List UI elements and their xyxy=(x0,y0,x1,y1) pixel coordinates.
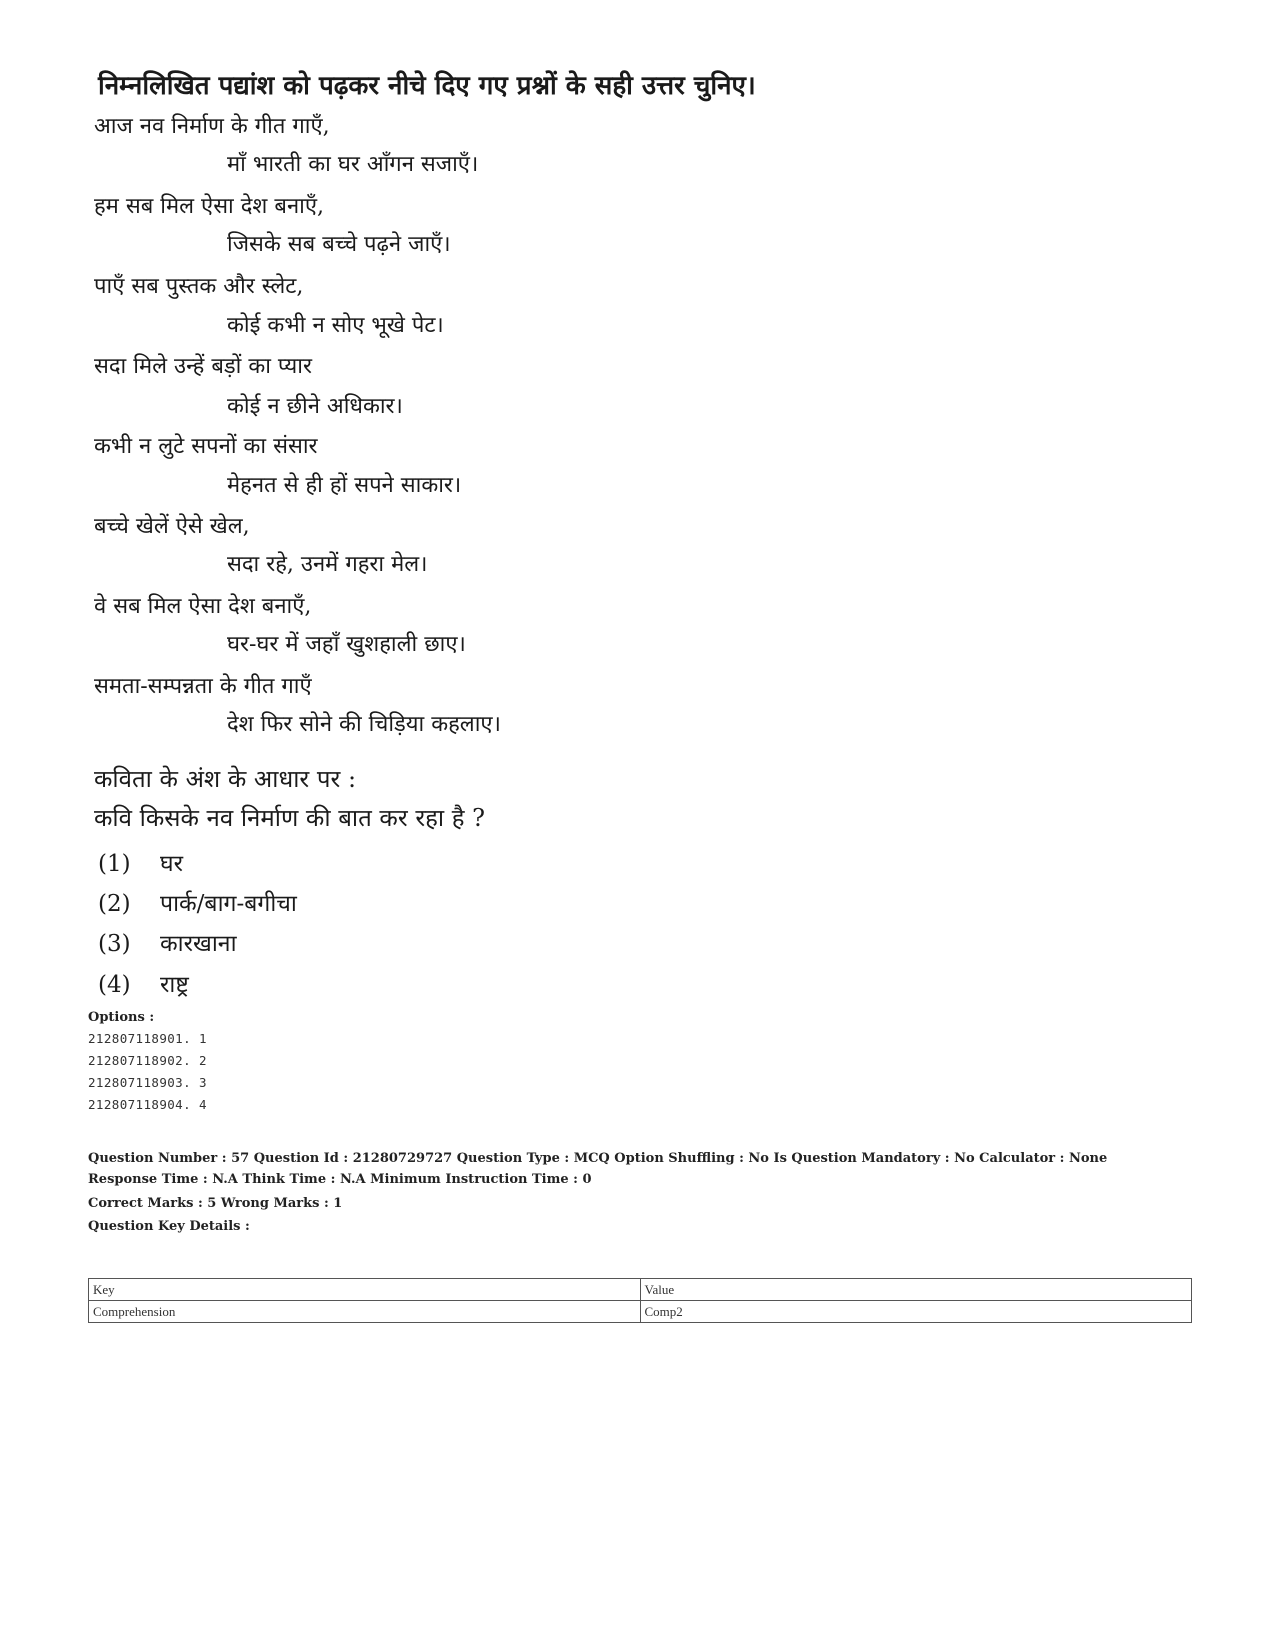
key-details-label: Question Key Details : xyxy=(88,1219,250,1234)
poem-line: बच्चे खेलें ऐसे खेल, xyxy=(94,514,250,539)
poem-line: पाएँ सब पुस्तक और स्लेट, xyxy=(94,274,304,299)
poem-line: घर-घर में जहाँ खुशहाली छाए। xyxy=(227,632,466,657)
option-text: कारखाना xyxy=(160,931,237,957)
table-header-cell: Value xyxy=(640,1279,1192,1301)
poem-line: जिसके सब बच्चे पढ़ने जाएँ। xyxy=(227,232,451,257)
table-row xyxy=(89,1301,1192,1323)
question-prompt-line-2: कवि किसके नव निर्माण की बात कर रहा है ? xyxy=(94,804,485,832)
option-number: (4) xyxy=(98,972,131,998)
poem-line: कोई कभी न सोए भूखे पेट। xyxy=(227,313,444,338)
poem-line: आज नव निर्माण के गीत गाएँ, xyxy=(94,114,330,139)
option-text: राष्ट्र xyxy=(160,972,189,998)
poem-line: सदा मिले उन्हें बड़ों का प्यार xyxy=(94,354,313,379)
table-cell: Comprehension xyxy=(89,1301,641,1323)
option-number: (3) xyxy=(98,931,131,957)
answer-option xyxy=(98,846,183,878)
poem-line: वे सब मिल ऐसा देश बनाएँ, xyxy=(94,594,312,619)
answer-option xyxy=(98,967,189,999)
poem-line: हम सब मिल ऐसा देश बनाएँ, xyxy=(94,194,325,219)
option-id: 212807118902. 2 xyxy=(88,1053,207,1068)
question-meta-line-1: Question Number : 57 Question Id : 21280729727 Question Type : MCQ Option Shuffling : No Is Question Mandatory : No Calculator : None xyxy=(88,1151,1108,1166)
question-prompt-line-1: कविता के अंश के आधार पर : xyxy=(94,765,357,793)
poem-line: मेहनत से ही हों सपने साकार। xyxy=(227,473,462,498)
instruction-heading: निम्नलिखित पद्यांश को पढ़कर नीचे दिए गए प्रश्नों के सही उत्तर चुनिए। xyxy=(98,71,756,101)
option-id: 212807118904. 4 xyxy=(88,1097,207,1112)
answer-option xyxy=(98,886,297,918)
option-id: 212807118903. 3 xyxy=(88,1075,207,1090)
table-header-cell: Key xyxy=(89,1279,641,1301)
option-id: 212807118901. 1 xyxy=(88,1031,207,1046)
question-key-table xyxy=(88,1278,1192,1323)
poem-line: सदा रहे, उनमें गहरा मेल। xyxy=(227,552,428,577)
table-cell: Comp2 xyxy=(640,1301,1192,1323)
options-label: Options : xyxy=(88,1010,155,1025)
poem-line: समता-सम्पन्नता के गीत गाएँ xyxy=(94,674,312,699)
poem-line: देश फिर सोने की चिड़िया कहलाए। xyxy=(227,712,501,737)
option-text: पार्क/बाग-बगीचा xyxy=(160,891,297,917)
poem-line: कभी न लुटे सपनों का संसार xyxy=(94,434,318,459)
marks-line: Correct Marks : 5 Wrong Marks : 1 xyxy=(88,1196,343,1211)
option-number: (1) xyxy=(98,851,131,877)
option-number: (2) xyxy=(98,891,131,917)
question-meta-line-2: Response Time : N.A Think Time : N.A Minimum Instruction Time : 0 xyxy=(88,1172,592,1187)
table-header-row xyxy=(89,1279,1192,1301)
option-text: घर xyxy=(160,851,183,877)
poem-line: माँ भारती का घर आँगन सजाएँ। xyxy=(227,152,479,177)
poem-line: कोई न छीने अधिकार। xyxy=(227,394,403,419)
answer-option xyxy=(98,926,237,958)
